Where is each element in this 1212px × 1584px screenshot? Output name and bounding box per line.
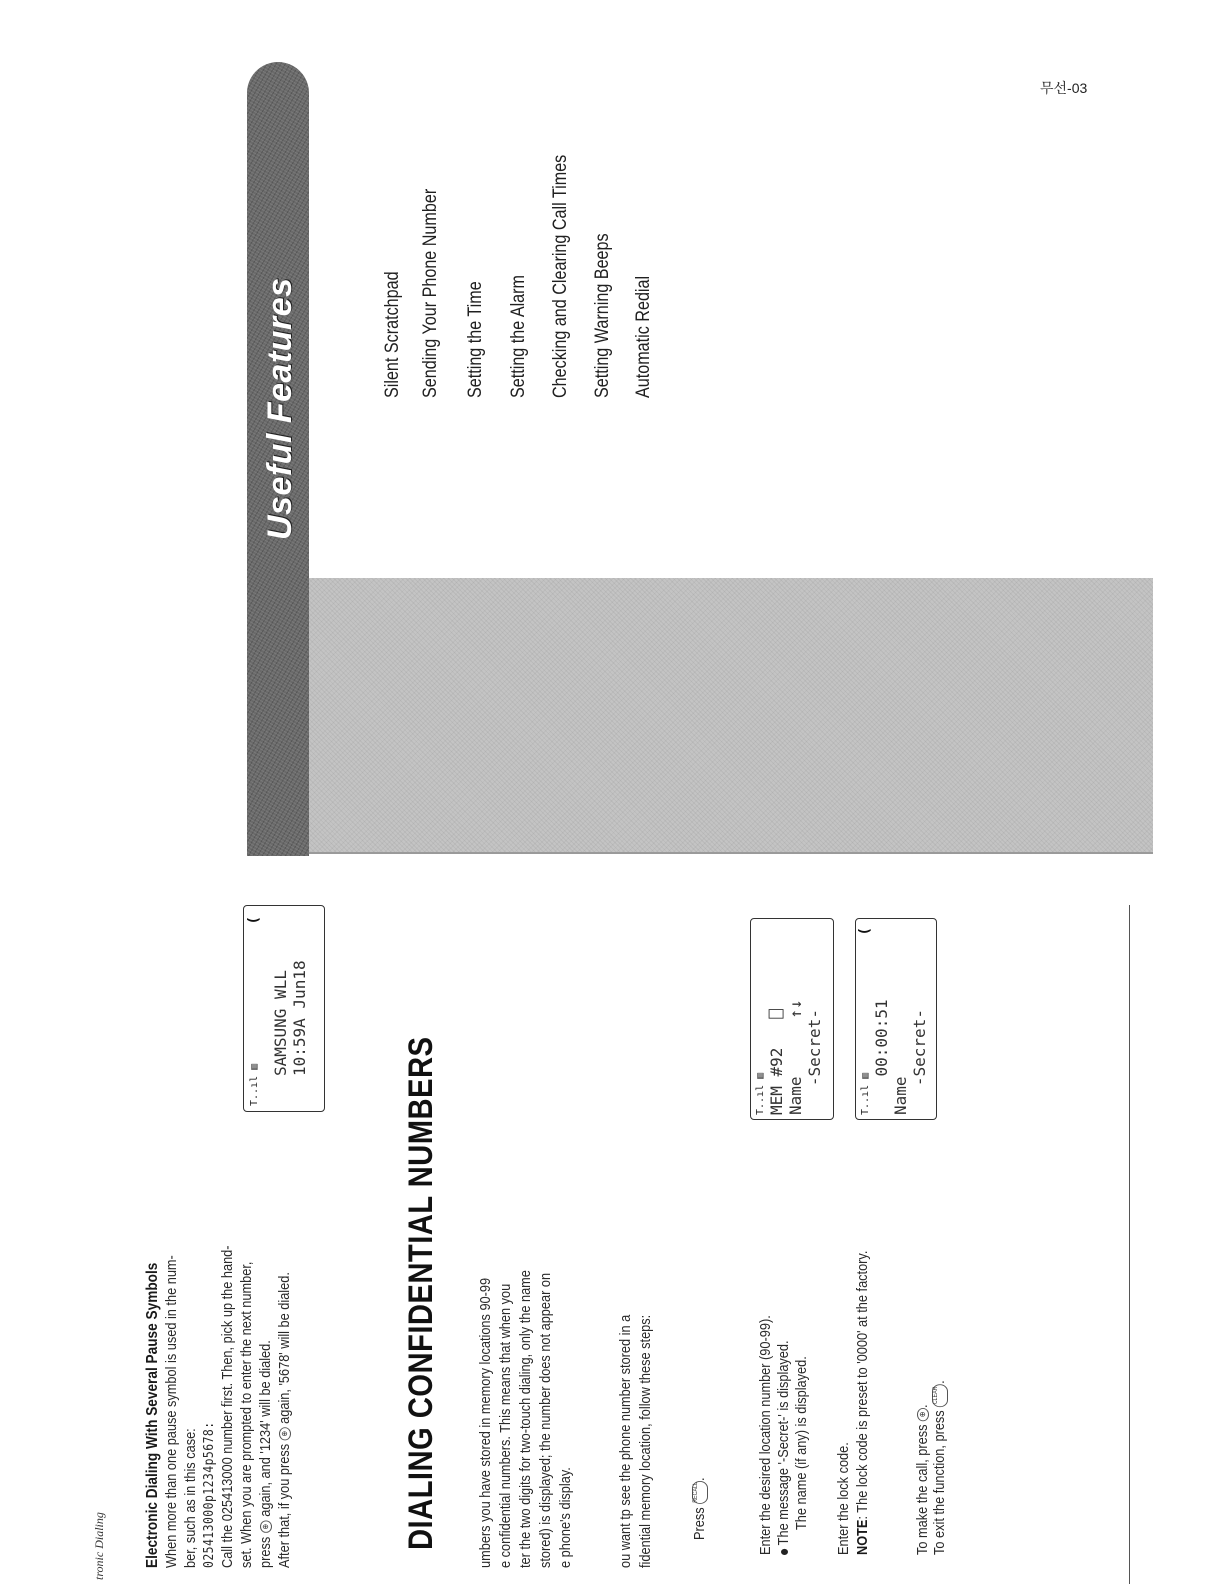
recall-key-icon: RECALL: [692, 1481, 708, 1504]
confidential-section-heading: DIALING CONFIDENTIAL NUMBERS: [402, 1036, 440, 1550]
pause-again-1234: again, and '1234' will be dialed.: [258, 1340, 274, 1517]
battery-icon: ▥: [249, 1063, 260, 1070]
toc-item-automatic-redial: Automatic Redial: [633, 275, 654, 398]
pause-after-that: After that, if you press: [277, 1443, 293, 1568]
header-rule: [1129, 905, 1130, 1584]
exit-function-line: To exit the function, press CLEAR.: [932, 1380, 948, 1555]
confidential-intro-2: e confidential numbers. This means that when you: [498, 1283, 514, 1568]
toc-item-warning-beeps: Setting Warning Beeps: [592, 233, 613, 398]
pause-again-5678: again, '5678' will be dialed.: [277, 1272, 293, 1424]
lcd-1-line-1: SAMSUNG WLL: [271, 970, 290, 1076]
confidential-intro-1: umbers you have stored in memory locations 90-99: [478, 1277, 494, 1568]
pause-line-2: ber, such as in this case:: [183, 1428, 199, 1568]
lcd-3-line-3: -Secret-: [910, 1009, 929, 1115]
lcd-2-line-2: Name ↑↓: [786, 999, 805, 1115]
lcd-display-call: [855, 918, 937, 1120]
lcd-display-memory: [750, 918, 834, 1120]
handset-icon: (: [246, 916, 262, 925]
step-press: Press RECALL.: [692, 1477, 708, 1540]
lcd-display-idle: [243, 905, 325, 1112]
section-tab-title: Useful Features: [261, 277, 299, 540]
signal-icon: T..ıl: [860, 1084, 871, 1115]
gray-feature-band: [248, 578, 1153, 854]
signal-icon: T..ıl: [249, 1075, 260, 1106]
send-key-icon: ⊕: [279, 1427, 291, 1440]
steps-intro-2: fidential memory location, follow these steps:: [638, 1314, 654, 1568]
pause-line-4: Call the 025413000 number first. Then, pick up the hand-: [220, 1245, 236, 1568]
bullet-name-displayed: The name (if any) is displayed.: [794, 1356, 810, 1530]
toc-item-setting-alarm: Setting the Alarm: [508, 275, 529, 398]
pause-press-text: press: [258, 1536, 274, 1568]
band-divider: [248, 852, 1153, 854]
toc-item-call-times: Checking and Clearing Call Times: [550, 154, 571, 398]
battery-icon: ▥: [755, 1072, 766, 1079]
steps-intro-1: ou want tp see the phone number stored in a: [618, 1314, 634, 1568]
step-enter-location: Enter the desired location number (90-99).: [758, 1315, 774, 1555]
confidential-intro-4: stored) is displayed; the number does not appear on: [538, 1272, 554, 1568]
pause-line-1: When more than one pause symbol is used in the num-: [164, 1255, 180, 1568]
confidential-intro-3: ter the two digits for two-touch dialing, only the name: [518, 1270, 534, 1568]
lcd-3-line-2: Name: [891, 1076, 910, 1115]
send-key-icon: ⊕: [260, 1520, 272, 1533]
signal-icon: T..ıl: [755, 1084, 766, 1115]
bullet-secret-message: The message '-Secret-' is displayed.: [776, 1340, 792, 1555]
handset-icon: (: [857, 927, 873, 936]
note-label: NOTE: [855, 1519, 871, 1555]
pause-section-heading: Electronic Dialing With Several Pause Symbols: [144, 1262, 161, 1568]
make-call-line: To make the call, press ⊕.: [915, 1404, 931, 1555]
lcd-2-line-3: -Secret-: [805, 1009, 824, 1115]
bullet-icon: [781, 1549, 788, 1555]
running-head: tronic Dialing: [92, 1512, 106, 1580]
note-line: [855, 1251, 871, 1555]
pause-line-5: set. When you are prompted to enter the next number,: [239, 1261, 255, 1568]
confidential-intro-5: e phone's display.: [558, 1467, 574, 1568]
step-lock-code: Enter the lock code.: [836, 1442, 852, 1555]
pause-line-6: [258, 1340, 274, 1568]
step-press-text: Press: [692, 1507, 708, 1540]
note-text: : The lock code is preset to '0000' at the factory.: [855, 1250, 871, 1520]
toc-item-sending-phone-number: Sending Your Phone Number: [420, 188, 441, 398]
send-key-icon: ⊕: [917, 1408, 929, 1421]
lcd-3-line-1: 00:00:51: [872, 999, 891, 1115]
pause-line-7: [277, 1272, 293, 1568]
battery-icon: ▥: [860, 1072, 871, 1079]
lcd-2-line-1: MEM #92 ⎕: [767, 1009, 786, 1115]
toc-item-silent-scratchpad: Silent Scratchpad: [382, 271, 403, 398]
toc-item-setting-time: Setting the Time: [465, 281, 486, 398]
clear-key-icon: CLEAR: [932, 1384, 948, 1407]
lcd-1-line-2: 10:59A Jun18: [290, 960, 309, 1076]
pause-dial-string: 025413000p1234p5678:: [202, 1421, 217, 1568]
page-code: 무선-03: [1040, 80, 1088, 96]
